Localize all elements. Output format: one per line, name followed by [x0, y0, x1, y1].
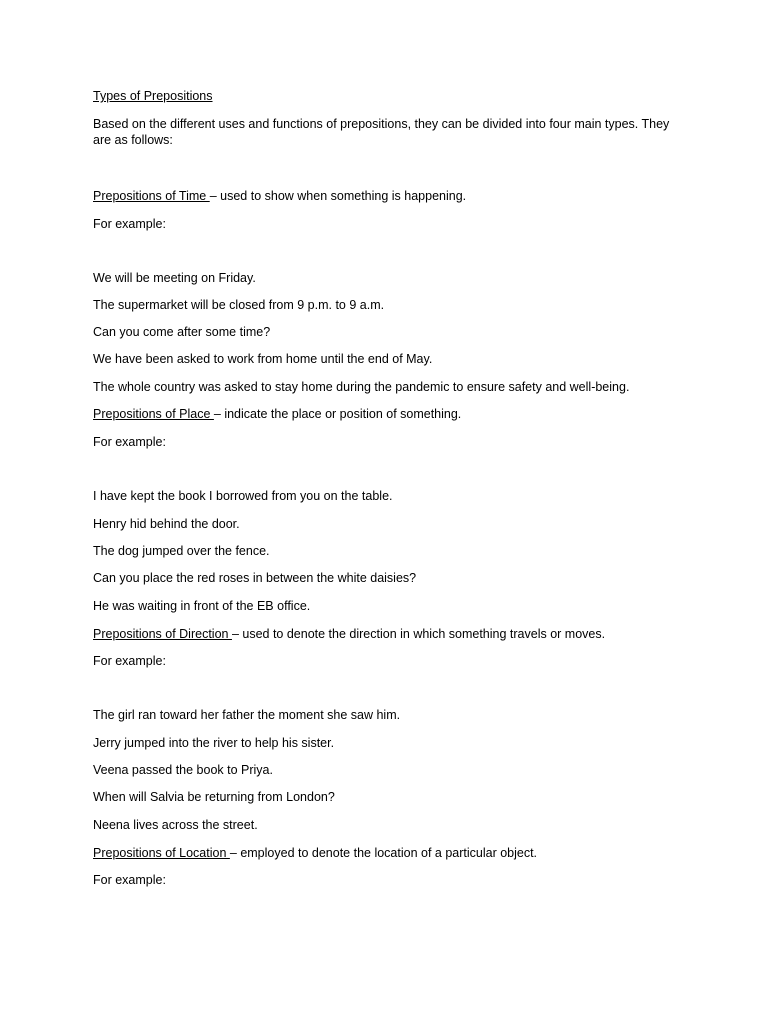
section-place-heading: Prepositions of Place: [93, 407, 214, 421]
example-line: I have kept the book I borrowed from you on the table.: [93, 489, 393, 503]
example-line: Can you place the red roses in between the white daisies?: [93, 571, 417, 585]
example-line: Jerry jumped into the river to help his sister.: [93, 736, 335, 750]
example-line: The whole country was asked to stay home during the pandemic to ensure safety and well-being.: [93, 380, 630, 394]
example-line: We have been asked to work from home until the end of May.: [93, 352, 433, 366]
section-place-description: – indicate the place or position of something.: [213, 407, 462, 421]
section-time-example-label: For example:: [93, 217, 166, 231]
section-location-description: – employed to denote the location of a particular object.: [229, 846, 538, 860]
section-direction-heading-line: [93, 626, 693, 642]
example-line: Veena passed the book to Priya.: [93, 763, 273, 777]
section-location-example-label: For example:: [93, 873, 166, 887]
section-direction-heading: Prepositions of Direction: [93, 627, 232, 641]
example-line: Neena lives across the street.: [93, 818, 258, 832]
example-line: The dog jumped over the fence.: [93, 544, 270, 558]
section-place-heading-line: [93, 406, 693, 422]
intro-paragraph: Based on the different uses and functions of prepositions, they can be divided into four main types. They are as follows:: [93, 117, 670, 147]
section-direction-description: – used to denote the direction in which something travels or moves.: [231, 627, 606, 641]
section-direction-example-label: For example:: [93, 654, 166, 668]
section-place-example-label: For example:: [93, 435, 166, 449]
example-line: We will be meeting on Friday.: [93, 271, 256, 285]
page-title: Types of Prepositions: [93, 89, 213, 103]
example-line: Can you come after some time?: [93, 325, 271, 339]
example-line: The supermarket will be closed from 9 p.m. to 9 a.m.: [93, 298, 385, 312]
example-line: When will Salvia be returning from London?: [93, 790, 335, 804]
section-location-heading: Prepositions of Location: [93, 846, 230, 860]
section-time-description: – used to show when something is happening.: [209, 189, 467, 203]
example-line: He was waiting in front of the EB office.: [93, 599, 311, 613]
example-line: The girl ran toward her father the moment she saw him.: [93, 708, 401, 722]
section-time-heading: Prepositions of Time: [93, 189, 210, 203]
section-time-heading-line: [93, 188, 693, 204]
example-line: Henry hid behind the door.: [93, 517, 240, 531]
section-location-heading-line: [93, 845, 693, 861]
